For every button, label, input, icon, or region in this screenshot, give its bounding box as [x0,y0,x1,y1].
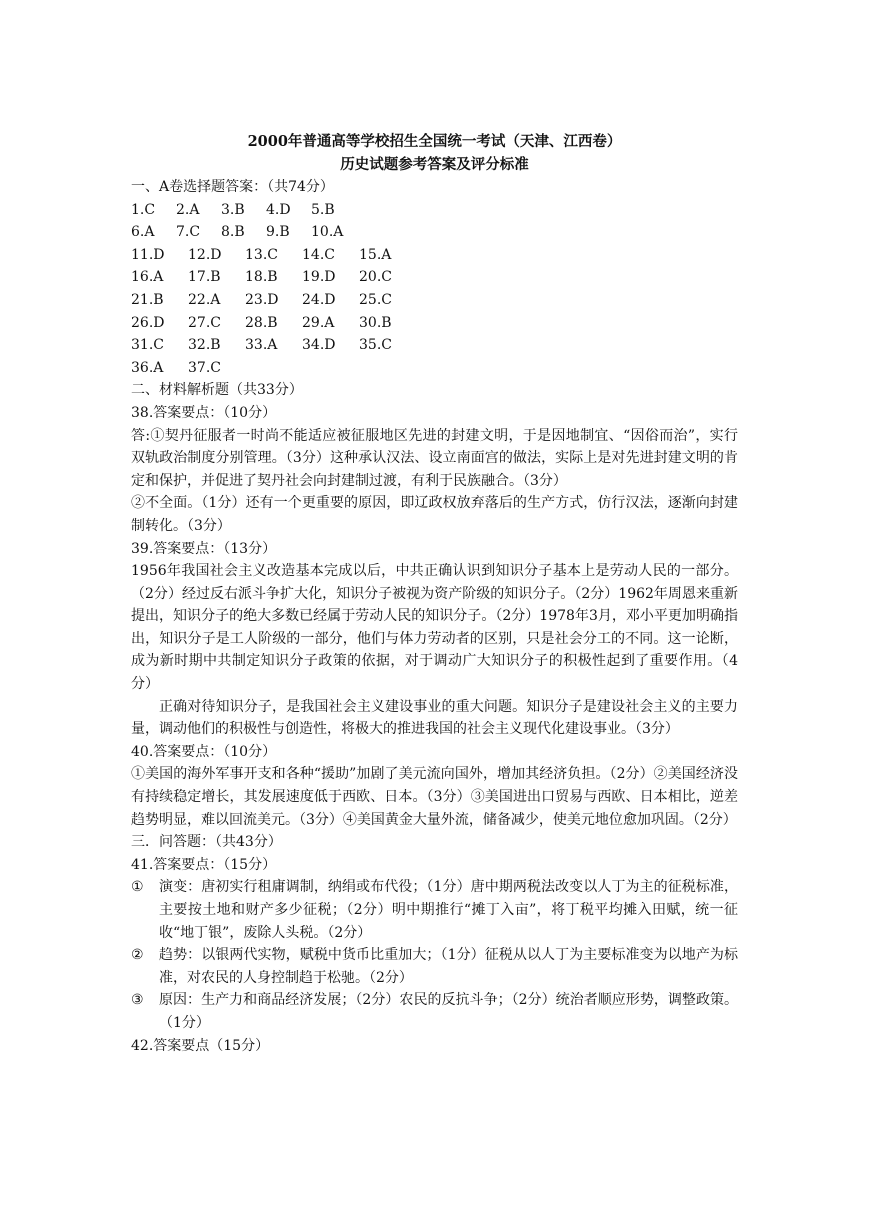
answer-cell: 24.D [302,291,336,308]
answer-cell: 7.C [176,224,201,241]
answer-cell: 28.B [245,314,278,331]
answer-cell: 11.D [131,246,165,263]
answer-cell: 29.A [302,314,335,331]
document-subtitle: 历史试题参考答案及评分标准 [340,156,529,173]
q41-item-1-text: 演变：唐初实行租庸调制，纳绢或布代役；（1分）唐中期两税法改变以人丁为主的征税标准，主要按土地和财产多少征税；（2分）明中期推行“摊丁入亩”，将丁税平均摊入田赋，统一征收“地丁银”，废除人头税。（2分） [159,879,738,941]
section1-heading: 一、A卷选择题答案：（共74分） [131,179,334,195]
q39-paragraph-2: 正确对待知识分子，是我国社会主义建设事业的重大问题。知识分子是建设社会主义的主要力量，调动他们的积极性与创造性，将极大的推进我国的社会主义现代化建设事业。（3分） [131,698,738,738]
answer-cell: 34.D [302,337,336,354]
q41-item-1 [131,876,738,944]
answer-cell: 25.C [359,291,392,308]
document-page [131,130,738,1057]
answer-row [131,334,738,357]
answer-cell: 15.A [359,246,392,263]
answer-cell: 20.C [359,269,392,286]
answer-cell: 33.A [245,337,278,354]
answer-cell: 27.C [188,314,221,331]
answer-cell: 10.A [311,224,344,241]
answer-cell: 36.A [131,359,164,376]
q41-item-2-text: 趋势：以银两代实物，赋税中货币比重加大；（1分）征税从以人丁为主要标准变为以地产为标准，对农民的人身控制趋于松驰。（2分） [159,947,738,986]
answer-cell: 31.C [131,337,164,354]
section2-heading: 二、材料解析题（共33分） [131,382,303,399]
q41-item-1-mark: ① [131,879,144,896]
answer-cell: 13.C [245,246,278,263]
answer-cell: 23.D [245,291,279,308]
answer-cell: 6.A [131,224,155,241]
q41-item-3-mark: ③ [131,992,144,1009]
answer-row [131,244,738,267]
q40-paragraph-1: ①美国的海外军事开支和各种“援助”加剧了美元流向国外，增加其经济负担。（2分）②美国经济没有持续稳定增长，其发展速度低于西欧、日本。（3分）③美国进出口贸易与西欧、日本相比，逆差趋势明显，难以回流美元。（3分）④美国黄金大量外流，储备减少，使美元地位愈加巩固。（2分） [131,766,738,828]
answer-cell: 4.D [266,201,291,218]
document-title: 2000年普通高等学校招生全国统一考试（天津、江西卷） [247,133,622,150]
answer-cell: 19.D [302,269,336,286]
q42-label: 42.答案要点（15分） [131,1037,270,1054]
q38-label: 38.答案要点：（10分） [131,404,277,421]
q41-item-2-mark: ② [131,947,144,964]
q41-item-2 [131,944,738,989]
answer-cell: 8.B [221,224,245,241]
answer-cell: 14.C [302,246,335,263]
answer-row [131,289,738,312]
answer-cell: 18.B [245,269,278,286]
answer-cell: 5.B [311,201,335,218]
answer-row [131,266,738,289]
answer-cell: 21.B [131,291,164,308]
answer-cell: 3.B [221,201,245,218]
answer-grid [131,199,738,380]
answer-row [131,357,738,380]
section3-heading: 三．问答题：（共43分） [131,834,282,851]
answer-cell: 1.C [131,201,156,218]
answer-row [131,312,738,335]
answer-cell: 37.C [188,359,221,376]
answer-cell: 32.B [188,337,221,354]
q38-paragraph-2: ②不全面。（1分）还有一个更重要的原因，即辽政权放弃落后的生产方式，仿行汉法，逐渐向封建制转化。（3分） [131,495,738,534]
answer-cell: 22.A [188,291,221,308]
q40-label: 40.答案要点：（10分） [131,743,277,760]
q39-paragraph-1: 1956年我国社会主义改造基本完成以后，中共正确认识到知识分子基本上是劳动人民的一部分。（2分）经过反右派斗争扩大化，知识分子被视为资产阶级的知识分子。（2分）1962年周恩来重新提出，知识分子的绝大多数已经属于劳动人民的知识分子。（2分）1978年3月，邓小平更加明确指出，知识分子是工人阶级的一部分，他们与体力劳动者的区别，只是社会分工的不同。这一论断，成为新时期中共制定知识分子政策的依据，对于调动广大知识分子的积极性起到了重要作用。（4分） [131,563,738,693]
answer-cell: 9.B [266,224,290,241]
answer-cell: 12.D [188,246,222,263]
answer-cell: 35.C [359,337,392,354]
q41-item-3-text: 原因：生产力和商品经济发展；（2分）农民的反抗斗争；（2分）统治者顺应形势，调整政策。（1分） [159,992,738,1031]
answer-cell: 2.A [176,201,200,218]
answer-cell: 26.D [131,314,165,331]
answer-row [131,199,738,222]
q38-paragraph-1: 答:①契丹征服者一时尚不能适应被征服地区先进的封建文明，于是因地制宜、“因俗而治”，实行双轨政治制度分别管理。（3分）这种承认汉法、设立南面宫的做法，实际上是对先进封建文明的肯定和保护，并促进了契丹社会向封建制过渡，有利于民族融合。（3分） [131,427,738,489]
q39-label: 39.答案要点：（13分） [131,540,277,557]
q41-label: 41.答案要点：（15分） [131,856,277,873]
answer-row [131,221,738,244]
answer-cell: 16.A [131,269,164,286]
answer-cell: 17.B [188,269,221,286]
answer-cell: 30.B [359,314,392,331]
q41-item-3 [131,989,738,1034]
